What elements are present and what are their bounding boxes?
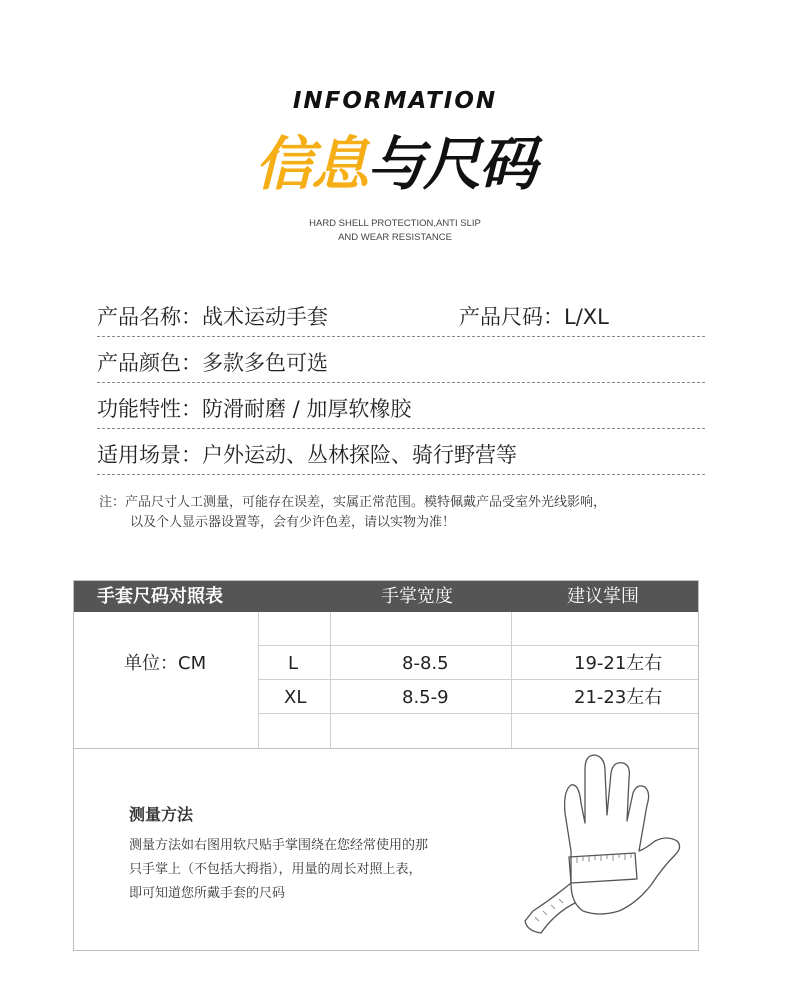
grid-line [258,645,698,646]
measure-line1: 测量方法如右图用软尺贴手掌围绕在您经常使用的那 [129,838,429,853]
grid-line [258,713,698,714]
size-chart-table [73,580,699,951]
header-subtitle-line2: AND WEAR RESISTANCE [338,232,452,243]
disclaimer-note [99,493,719,533]
grid-line [258,612,259,749]
size-chart-title: 手套尺码对照表 [97,586,223,607]
product-scene: 适用场景：户外运动、丛林探险、骑行野营等 [97,443,517,467]
note-line1: 注：产品尺寸人工测量，可能存在误差，实属正常范围。模特佩戴产品受室外光线影响， [99,495,607,510]
unit-label: 单位：CM [124,653,207,674]
hand-measurement-illustration [519,753,699,943]
note-line2: 以及个人显示器设置等，会有少许色差，请以实物为准！ [130,515,456,530]
header-title-cn [0,128,790,200]
product-function: 功能特性：防滑耐磨 / 加厚软橡胶 [97,397,412,421]
col-header-palm-width: 手掌宽度 [381,586,453,607]
grid-line [258,679,698,680]
product-size: 产品尺码：L/XL [459,305,609,329]
header-title-cn-rest: 与尺码 [367,130,536,198]
info-row-scene [97,436,705,475]
grid-line [511,612,512,749]
row-xl-palm-girth: 21-23左右 [574,687,663,708]
row-l-palm-girth: 19-21左右 [574,653,663,674]
col-header-palm-girth: 建议掌围 [567,586,639,607]
header-title-en: INFORMATION [292,88,498,114]
header-subtitle-line1: HARD SHELL PROTECTION,ANTI SLIP [309,218,481,229]
row-l-size: L [288,653,299,674]
header-subtitle [0,217,790,245]
header-title-cn-highlight: 信息 [254,130,367,198]
row-xl-palm-width: 8.5-9 [402,687,449,708]
info-row-color [97,344,705,383]
info-row-name-size [97,298,705,337]
product-color: 产品颜色：多款多色可选 [97,351,328,375]
info-row-function [97,390,705,429]
grid-line [330,612,331,749]
row-xl-size: XL [284,687,307,708]
row-l-palm-width: 8-8.5 [402,653,449,674]
size-chart-header [74,581,698,612]
measure-title: 测量方法 [129,805,194,824]
measure-line2: 只手掌上（不包括大拇指），用量的周长对照上表， [129,862,422,877]
measure-line3: 即可知道您所戴手套的尺码 [129,886,286,901]
measure-description [129,834,489,906]
product-name: 产品名称：战术运动手套 [97,305,328,329]
section-divider [74,748,698,749]
